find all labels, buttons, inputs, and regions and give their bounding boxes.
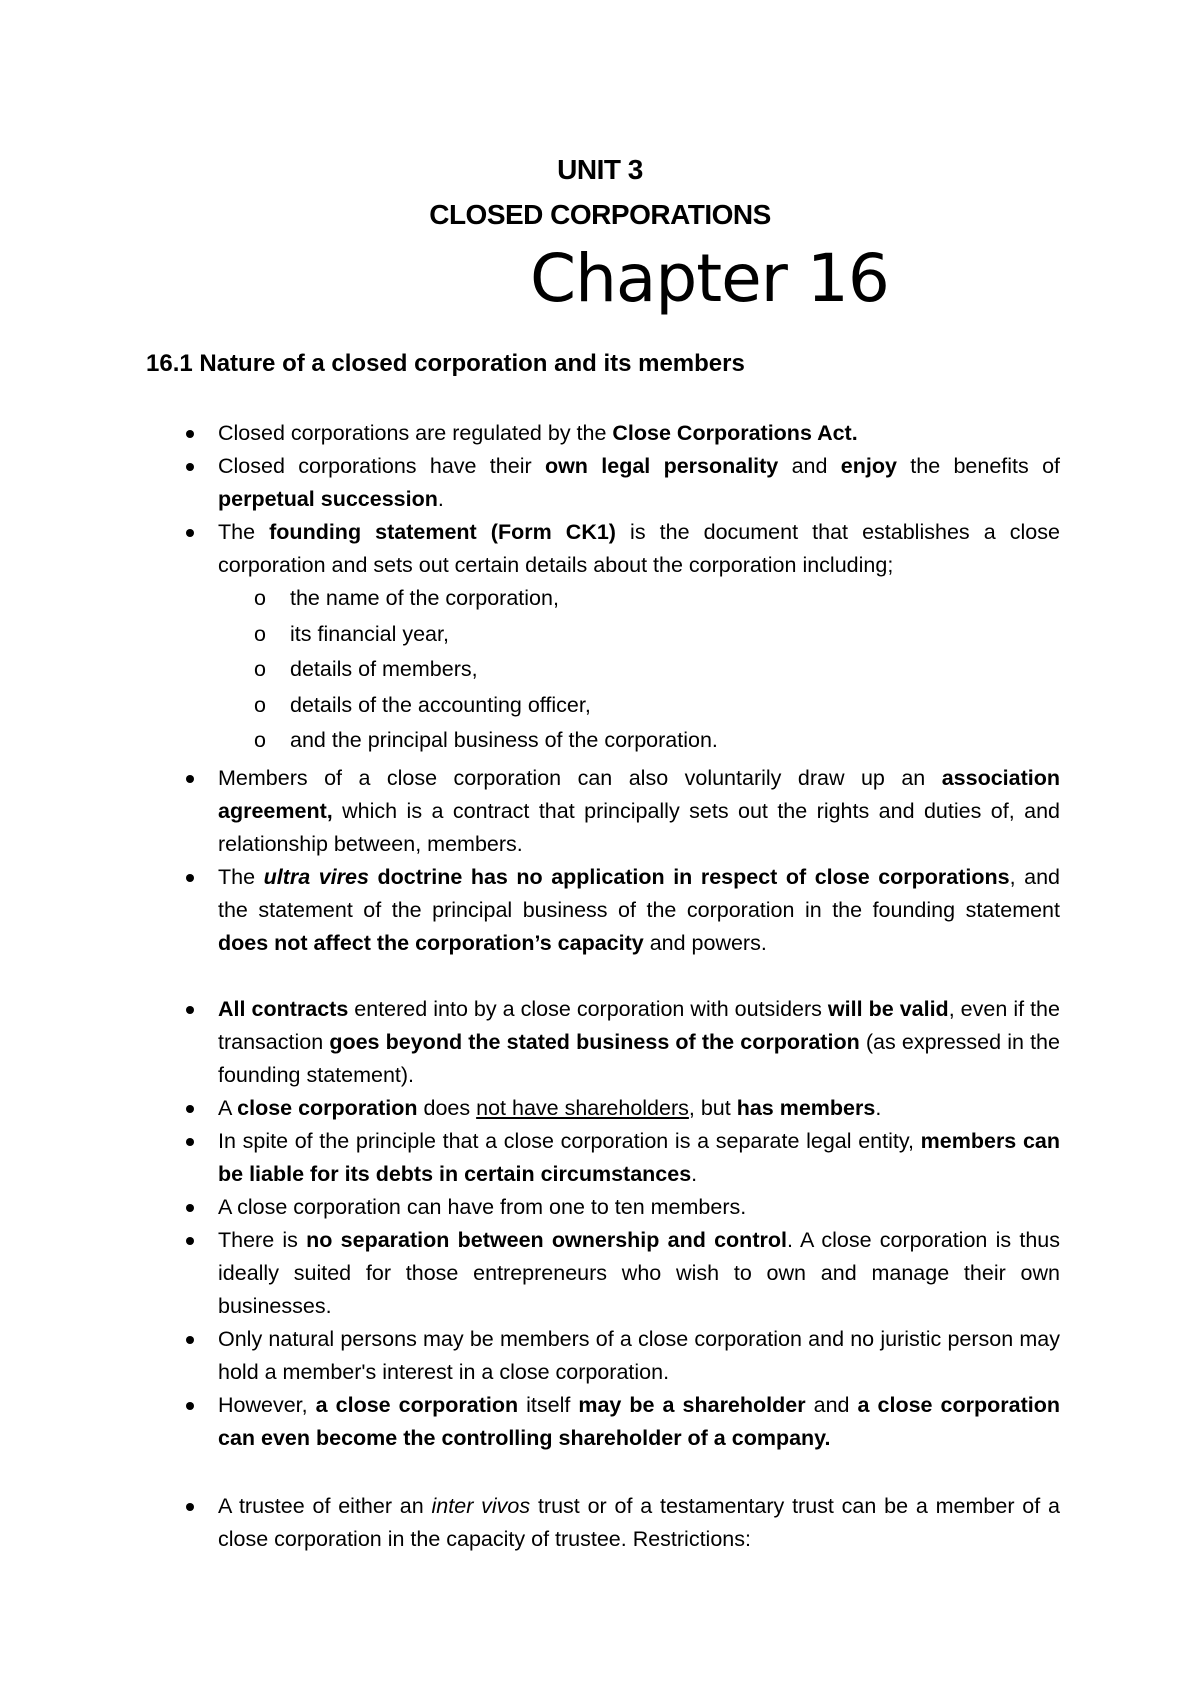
circle-bullet-icon: o xyxy=(254,622,266,646)
bullet-icon xyxy=(186,430,194,438)
bullet-icon xyxy=(186,874,194,882)
bullet-icon xyxy=(186,1503,194,1511)
bullet-icon xyxy=(186,463,194,471)
unit-title: UNIT 3 xyxy=(557,154,643,185)
sub-list-item: o details of the accounting officer, xyxy=(290,689,1050,722)
bullet-icon xyxy=(186,1006,194,1014)
list-item: A close corporation can have from one to ten members. xyxy=(218,1191,1060,1224)
list-item: Members of a close corporation can also voluntarily draw up an association agreement, which is a contract that principally sets out the rights and duties of, and relationship between, members. xyxy=(218,762,1060,861)
bullet-icon xyxy=(186,529,194,537)
list-item: Only natural persons may be members of a close corporation and no juristic person may hold a member's interest in a close corporation. xyxy=(218,1323,1060,1389)
sub-list-item: o its financial year, xyxy=(290,618,1050,651)
list-item: All contracts entered into by a close corporation with outsiders will be valid, even if the transaction goes beyond the stated business of the corporation (as expressed in the founding statement). xyxy=(218,993,1060,1092)
list-item: There is no separation between ownership and control. A close corporation is thus ideally suited for those entrepreneurs who wish to own and manage their own businesses. xyxy=(218,1224,1060,1323)
sub-list-item: o the name of the corporation, xyxy=(290,582,1050,615)
list-item: Closed corporations are regulated by the Close Corporations Act. xyxy=(218,417,1060,450)
circle-bullet-icon: o xyxy=(254,728,266,752)
list-item: However, a close corporation itself may be a shareholder and a close corporation can even become the controlling shareholder of a company. xyxy=(218,1389,1060,1455)
circle-bullet-icon: o xyxy=(254,657,266,681)
bullet-icon xyxy=(186,775,194,783)
bullet-icon xyxy=(186,1237,194,1245)
list-item: In spite of the principle that a close corporation is a separate legal entity, members can be liable for its debts in certain circumstances. xyxy=(218,1125,1060,1191)
list-item: A close corporation does not have shareholders, but has members. xyxy=(218,1092,1060,1125)
bullet-icon xyxy=(186,1138,194,1146)
circle-bullet-icon: o xyxy=(254,693,266,717)
list-item: A trustee of either an inter vivos trust or of a testamentary trust can be a member of a close corporation in the capacity of trustee. Restrictions: xyxy=(218,1490,1060,1556)
section-heading: 16.1 Nature of a closed corporation and its members xyxy=(146,350,745,377)
bullet-icon xyxy=(186,1105,194,1113)
sub-list-item: o and the principal business of the corporation. xyxy=(290,724,1050,757)
circle-bullet-icon: o xyxy=(254,586,266,610)
bullet-icon xyxy=(186,1204,194,1212)
list-item: Closed corporations have their own legal personality and enjoy the benefits of perpetual succession. xyxy=(218,450,1060,516)
bullet-icon xyxy=(186,1402,194,1410)
unit-subtitle: CLOSED CORPORATIONS xyxy=(429,199,771,230)
bullet-icon xyxy=(186,1336,194,1344)
sub-list-item: o details of members, xyxy=(290,653,1050,686)
chapter-title: Chapter 16 xyxy=(530,240,889,317)
list-item: The founding statement (Form CK1) is the document that establishes a close corporation and sets out certain details about the corporation including; xyxy=(218,516,1060,582)
list-item: The ultra vires doctrine has no application in respect of close corporations, and the statement of the principal business of the corporation in the founding statement does not affect the corporation’s capacity and powers. xyxy=(218,861,1060,960)
